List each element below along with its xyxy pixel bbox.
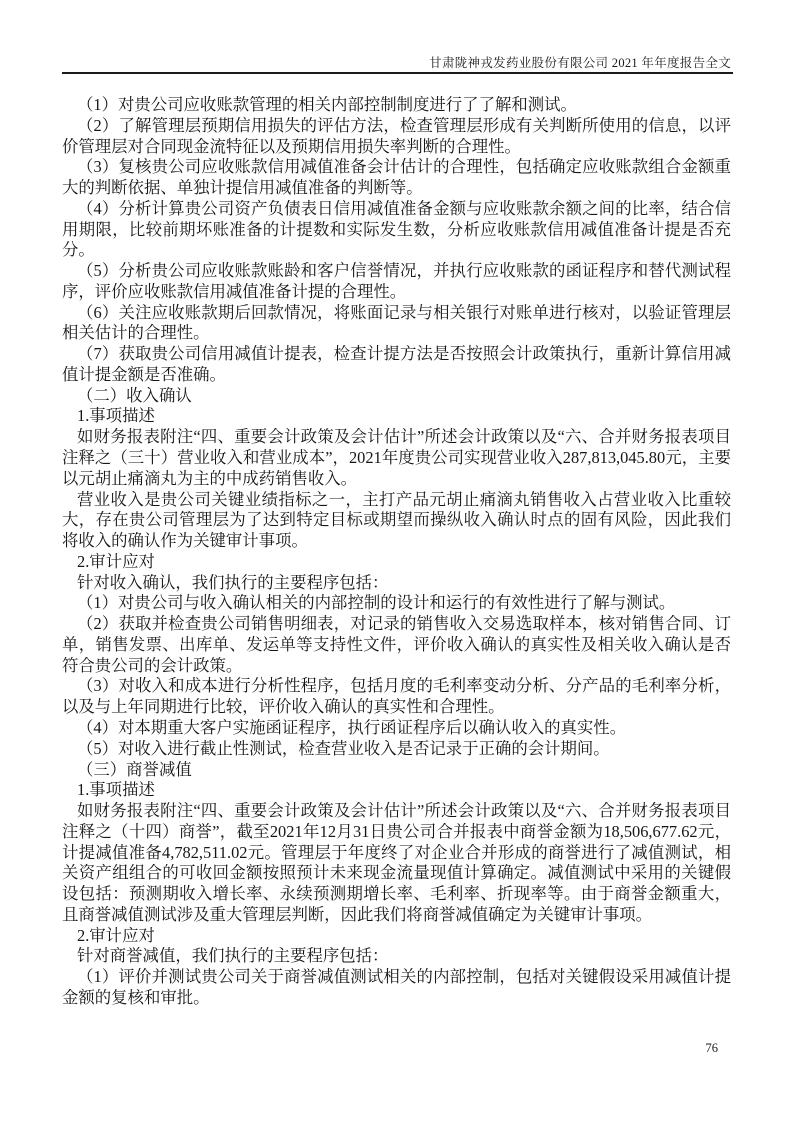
paragraph-revenue-description-2: 营业收入是贵公司关键业绩指标之一，主打产品元胡止痛滴丸销售收入占营业收入比重较大，存在贵公司管理层为了达到特定目标或期望而操纵收入确认时点的固有风险，因此我们将收入的确认作为关键审计事项。 — [62, 489, 731, 551]
header-rule — [62, 72, 733, 74]
paragraph-goodwill-procedure-1: （1）评价并测试贵公司关于商誉减值测试相关的内部控制，包括对关键假设采用减值计提金额的复核和审批。 — [62, 967, 731, 1007]
page-number: 76 — [705, 1041, 718, 1055]
paragraph-ar-procedure-4: （4）分析计算贵公司资产负债表日信用减值准备金额与应收账款余额之间的比率，结合信用期限，比较前期坏账准备的计提数和实际发生数，分析应收账款信用减值准备计提是否充分。 — [62, 198, 731, 260]
paragraph-ar-procedure-2: （2）了解管理层预期信用损失的评估方法，检查管理层形成有关判断所使用的信息，以评价管理层对合同现金流特征以及预期信用损失率判断的合理性。 — [62, 115, 731, 156]
subheading-audit-response: 2.审计应对 — [77, 925, 155, 945]
section-heading-goodwill-impairment: （三）商誉减值 — [77, 759, 192, 779]
subheading-audit-response: 2.审计应对 — [77, 551, 155, 571]
paragraph-revenue-procedure-1: （1）对贵公司与收入确认相关的内部控制的设计和运行的有效性进行了解与测试。 — [77, 593, 676, 613]
paragraph-goodwill-response-intro: 针对商誉减值，我们执行的主要程序包括： — [77, 946, 389, 966]
paragraph-revenue-procedure-2: （2）获取并检查贵公司销售明细表，对记录的销售收入交易选取样本，核对销售合同、订单，销售发票、出库单、发运单等支持性文件，评价收入确认的真实性及相关收入确认是否符合贵公司的会计政策。 — [62, 614, 731, 675]
paragraph-ar-procedure-3: （3）复核贵公司应收账款信用减值准备会计估计的合理性，包括确定应收账款组合金额重大的判断依据、单独计提信用减值准备的判断等。 — [62, 157, 731, 198]
subheading-matter-description: 1.事项描述 — [77, 780, 155, 800]
paragraph-goodwill-description: 如财务报表附注“四、重要会计政策及会计估计”所述会计政策以及“六、合并财务报表项目注释之（十四）商誉”，截至2021年12月31日贵公司合并报表中商誉金额为18,506,677.62元，计提减值准备4,782,511.02元。管理层于年度终了对企业合并形成的商誉进行了减值测试，相关资产组组合的可收回金额按照预计未来现金流量现值计算确定。减值测试中采用的关键假设包括：预测期收入增长率、永续预测期增长率、毛利率、折现率等。由于商誉金额重大，且商誉减值测试涉及重大管理层判断，因此我们将商誉减值确定为关键审计事项。 — [62, 801, 731, 924]
paragraph-revenue-procedure-3: （3）对收入和成本进行分析性程序，包括月度的毛利率变动分析、分产品的毛利率分析，以及与上年同期进行比较，评价收入确认的真实性和合理性。 — [62, 676, 731, 717]
paragraph-ar-procedure-1: （1）对贵公司应收账款管理的相关内部控制制度进行了了解和测试。 — [77, 95, 577, 114]
paragraph-ar-procedure-6: （6）关注应收账款期后回款情况，将账面记录与相关银行对账单进行核对，以验证管理层相关估计的合理性。 — [62, 302, 731, 343]
paragraph-ar-procedure-7: （7）获取贵公司信用减值计提表，检查计提方法是否按照会计政策执行，重新计算信用减值计提金额是否准确。 — [62, 344, 731, 384]
section-heading-revenue-recognition: （二）收入确认 — [77, 385, 192, 405]
subheading-matter-description: 1.事项描述 — [77, 406, 155, 426]
paragraph-ar-procedure-5: （5）分析贵公司应收账款账龄和客户信誉情况，并执行应收账款的函证程序和替代测试程序，评价应收账款信用减值准备计提的合理性。 — [62, 261, 731, 301]
page-header-title: 甘肃陇神戎发药业股份有限公司 2021 年年度报告全文 — [429, 56, 731, 70]
paragraph-revenue-procedure-4: （4）对本期重大客户实施函证程序，执行函证程序后以确认收入的真实性。 — [77, 717, 627, 737]
document-body — [62, 95, 731, 1009]
paragraph-revenue-procedure-5: （5）对收入进行截止性测试，检查营业收入是否记录于正确的会计期间。 — [77, 738, 610, 758]
paragraph-revenue-response-intro: 针对收入确认，我们执行的主要程序包括： — [77, 572, 389, 592]
paragraph-revenue-description-1: 如财务报表附注“四、重要会计政策及会计估计”所述会计政策以及“六、合并财务报表项目注释之（三十）营业收入和营业成本”，2021年度贵公司实现营业收入287,813,045.80元，主要以元胡止痛滴丸为主的中成药销售收入。 — [62, 427, 731, 488]
